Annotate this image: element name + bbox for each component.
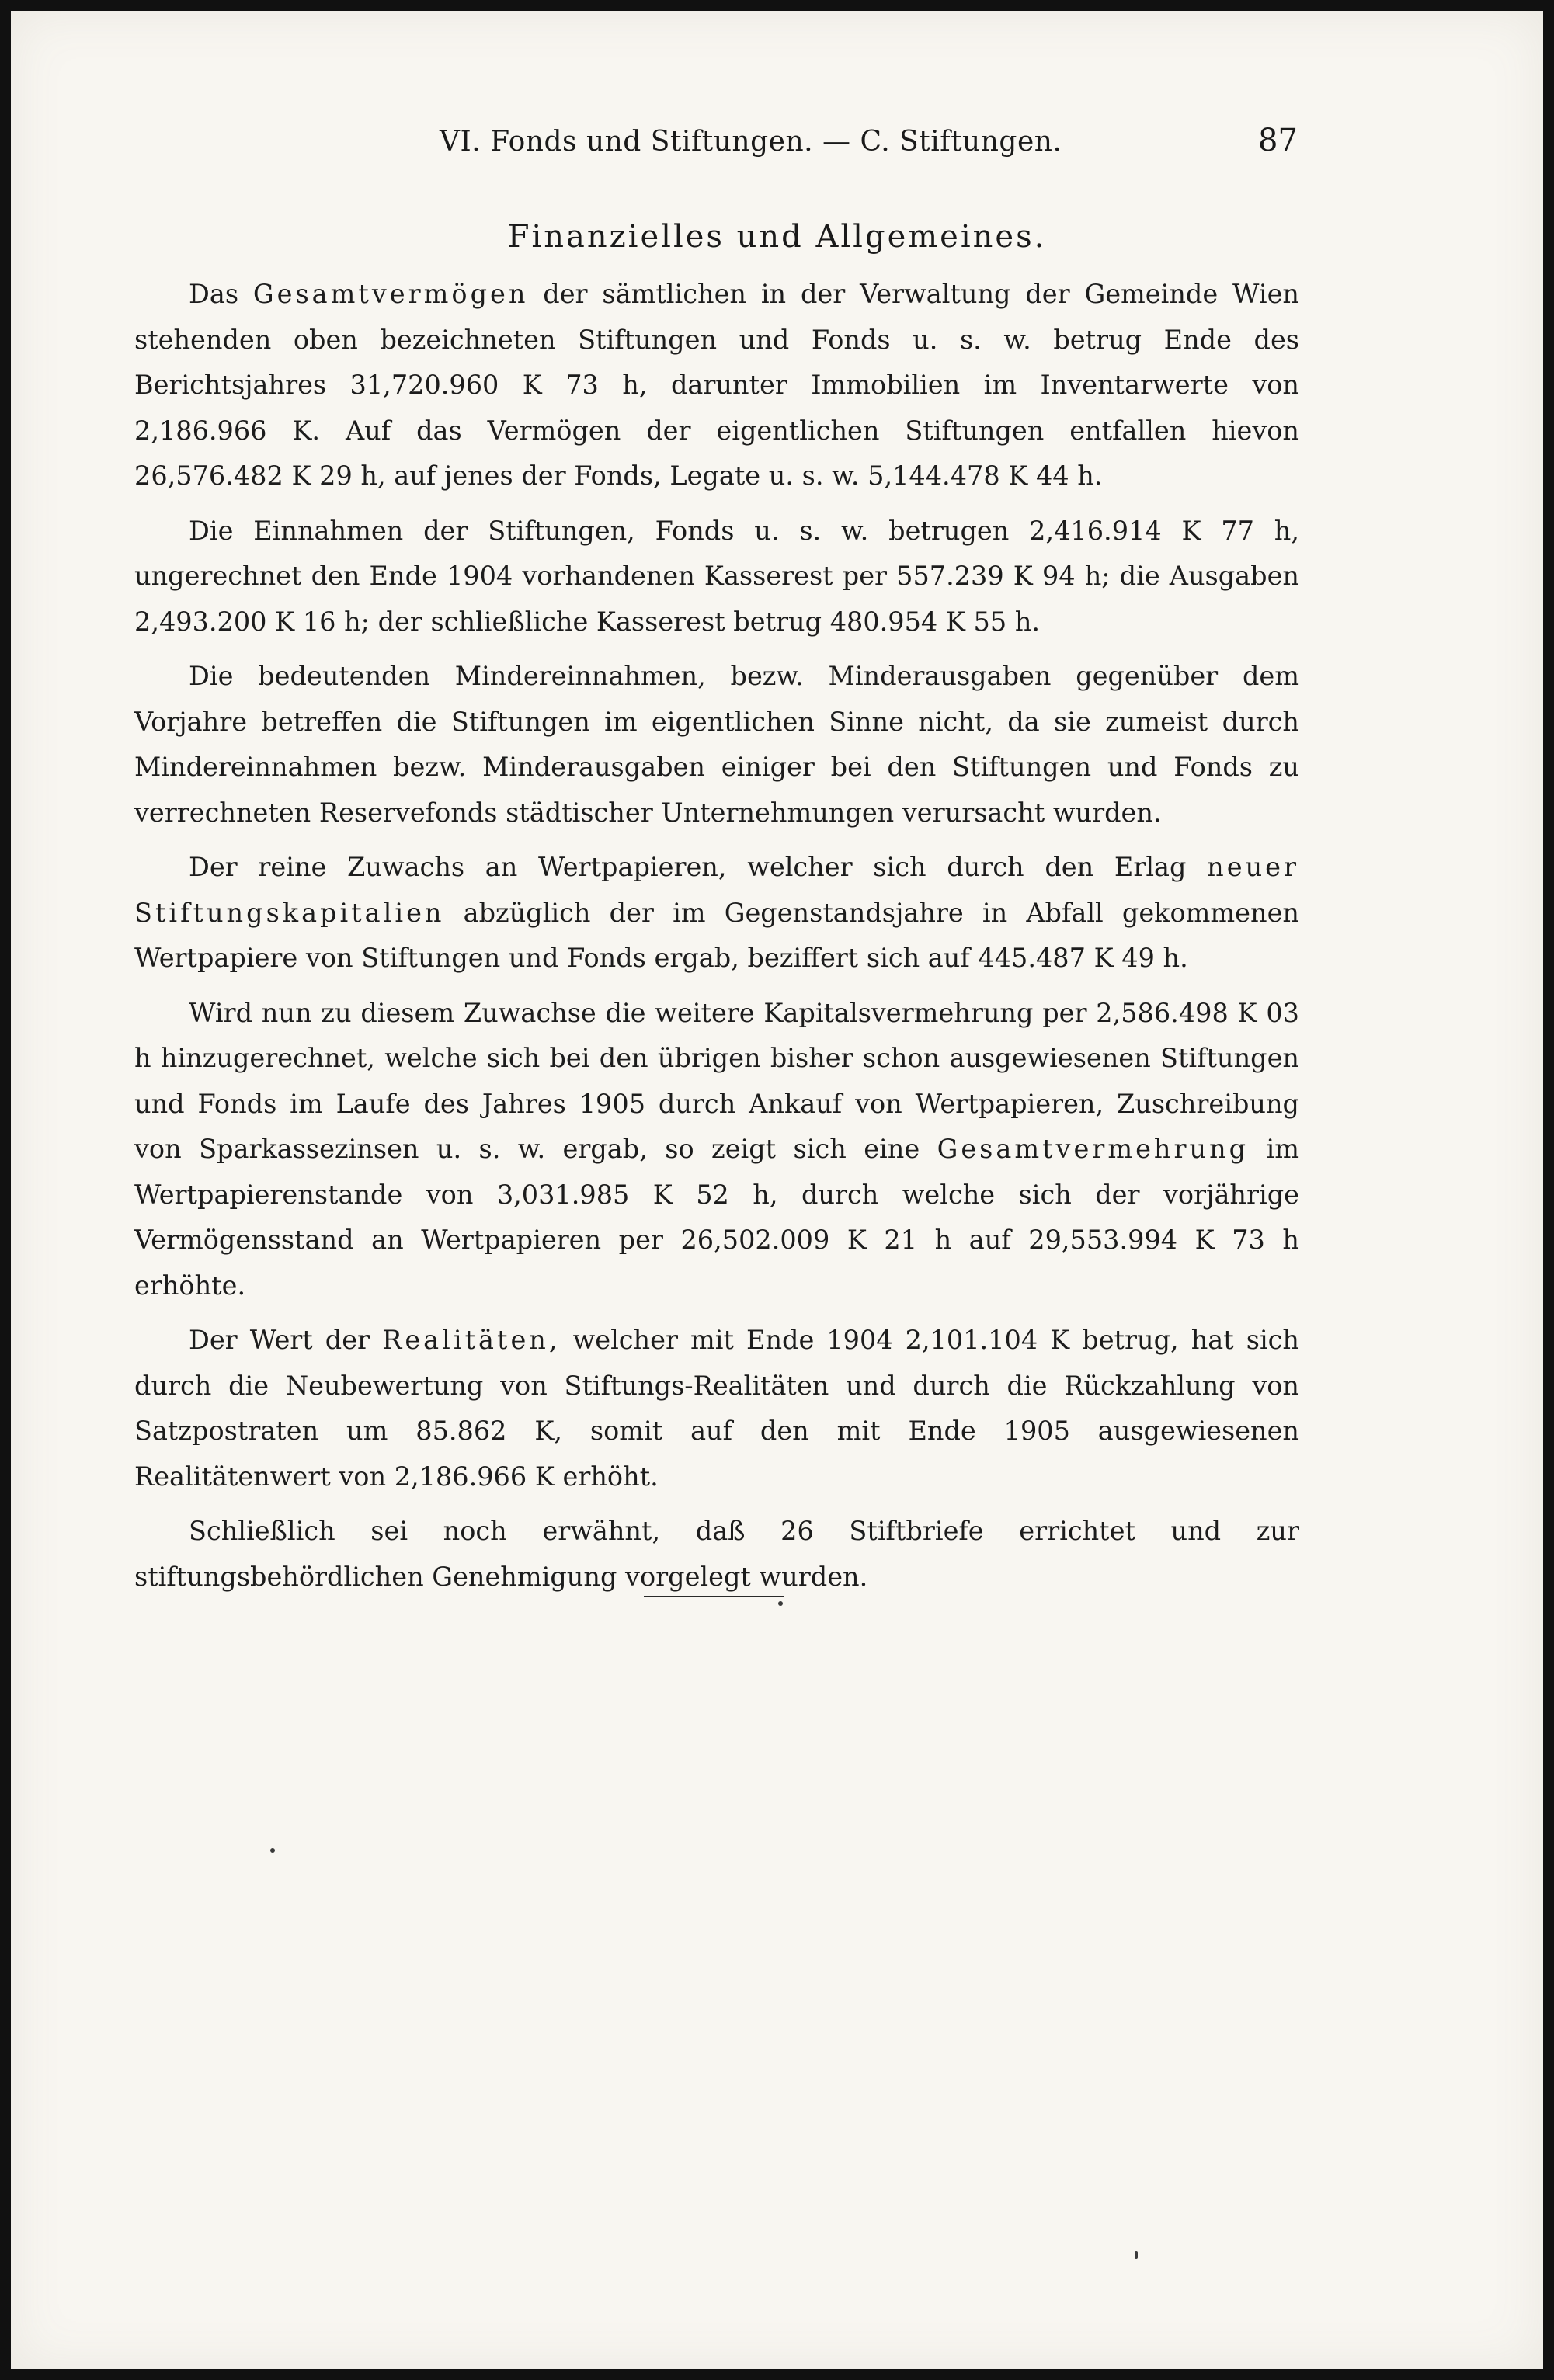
section-title: Finanzielles und Allgemeines. [507,219,1047,255]
paragraph-gesamtvermoegen [134,272,1299,499]
paragraph-text: Schließlich sei noch erwähnt, daß 26 Stiftbriefe errichtet und zur stiftungsbehördlichen Genehmigung vorgelegt wurden. [134,1516,1299,1592]
paragraph-realitaeten [134,1318,1299,1499]
running-head: VI. Fonds und Stiftungen. — C. Stiftungen. [440,126,1062,158]
paragraph-stiftbriefe [134,1509,1299,1600]
paragraph-text: abzüglich der im Gegenstandsjahre in Abfall gekommenen Wertpapiere von Stiftungen und Fonds ergab, beziffert sich auf 445.487 K 49 h. [134,897,1299,973]
print-speck [270,1848,275,1853]
paragraph-text: im Wertpapierenstande von 3,031.985 K 52 h, durch welche sich der vorjährige Vermögensstand an Wertpapieren per 26,502.009 K 21 h auf 29,553.994 K 73 h erhöhte. [134,1134,1300,1301]
book-page [11,11,1543,2369]
emphasized-term: Gesamtvermögen [252,279,529,309]
paragraph-lead: Der Wert der [189,1325,370,1355]
paragraph-mindereinnahmen [134,654,1299,836]
paragraph-gesamtvermehrung [134,991,1299,1309]
print-speck [778,1601,783,1606]
closing-rule [644,1596,784,1597]
paragraph-lead: Wird nun zu diesem Zuwachse die weitere Kapitalsvermehrung per 2,586.498 K 03 h hinzugerechnet, welche sich bei den übrigen bisher schon ausgewiesenen Stiftungen und Fonds im Laufe des Jahres 1905 durch Ankauf von Wertpapieren, Zuschreibung von Sparkassezinsen u. s. w. ergab, so zeigt sich eine [134,997,1299,1164]
emphasized-term: Gesamtvermehrung [937,1134,1250,1164]
paragraph-lead: Das [189,279,239,309]
paragraph-text: Die bedeutenden Mindereinnahmen, bezw. Minderausgaben gegenüber dem Vorjahre betreffen die Stiftungen im eigentlichen Sinne nicht, da sie zumeist durch Mindereinnahmen bezw. Minderausgaben einiger bei den Stiftungen und Fonds zu verrechneten Reservefonds städtischer Unternehmungen verursacht wurden. [134,661,1299,828]
emphasized-term: Realitäten, [382,1325,561,1355]
paragraph-text: der sämtlichen in der Verwaltung der Gemeinde Wien stehenden oben bezeichneten Stiftungen und Fonds u. s. w. betrug Ende des Berichtsjahres 31,720.960 K 73 h, darunter Immobilien im Inventarwerte von 2,186.966 K. Auf das Vermögen der eigentlichen Stiftungen entfallen hievon 26,576.482 K 29 h, auf jenes der Fonds, Legate u. s. w. 5,144.478 K 44 h. [134,279,1300,491]
paragraph-text: Die Einnahmen der Stiftungen, Fonds u. s. w. betrugen 2,416.914 K 77 h, ungerechnet den Ende 1904 vorhandenen Kasserest per 557.239 K 94 h; die Ausgaben 2,493.200 K 16 h; der schließliche Kasserest betrug 480.954 K 55 h. [134,515,1299,637]
body-text [134,272,1299,1609]
paragraph-text: welcher mit Ende 1904 2,101.104 K betrug, hat sich durch die Neubewertung von Stiftungs-Realitäten und durch die Rückzahlung von Satzpostraten um 85.862 K, somit auf den mit Ende 1905 ausgewiesenen Realitätenwert von 2,186.966 K erhöht. [134,1325,1299,1492]
page-number: 87 [1258,123,1298,158]
print-speck [1135,2251,1138,2259]
paragraph-einnahmen [134,509,1299,645]
paragraph-zuwachs [134,845,1299,982]
paragraph-lead: Der reine Zuwachs an Wertpapieren, welcher sich durch den Erlag [189,852,1187,882]
emphasized-term: neuer Stiftungskapitalien [134,852,1299,928]
